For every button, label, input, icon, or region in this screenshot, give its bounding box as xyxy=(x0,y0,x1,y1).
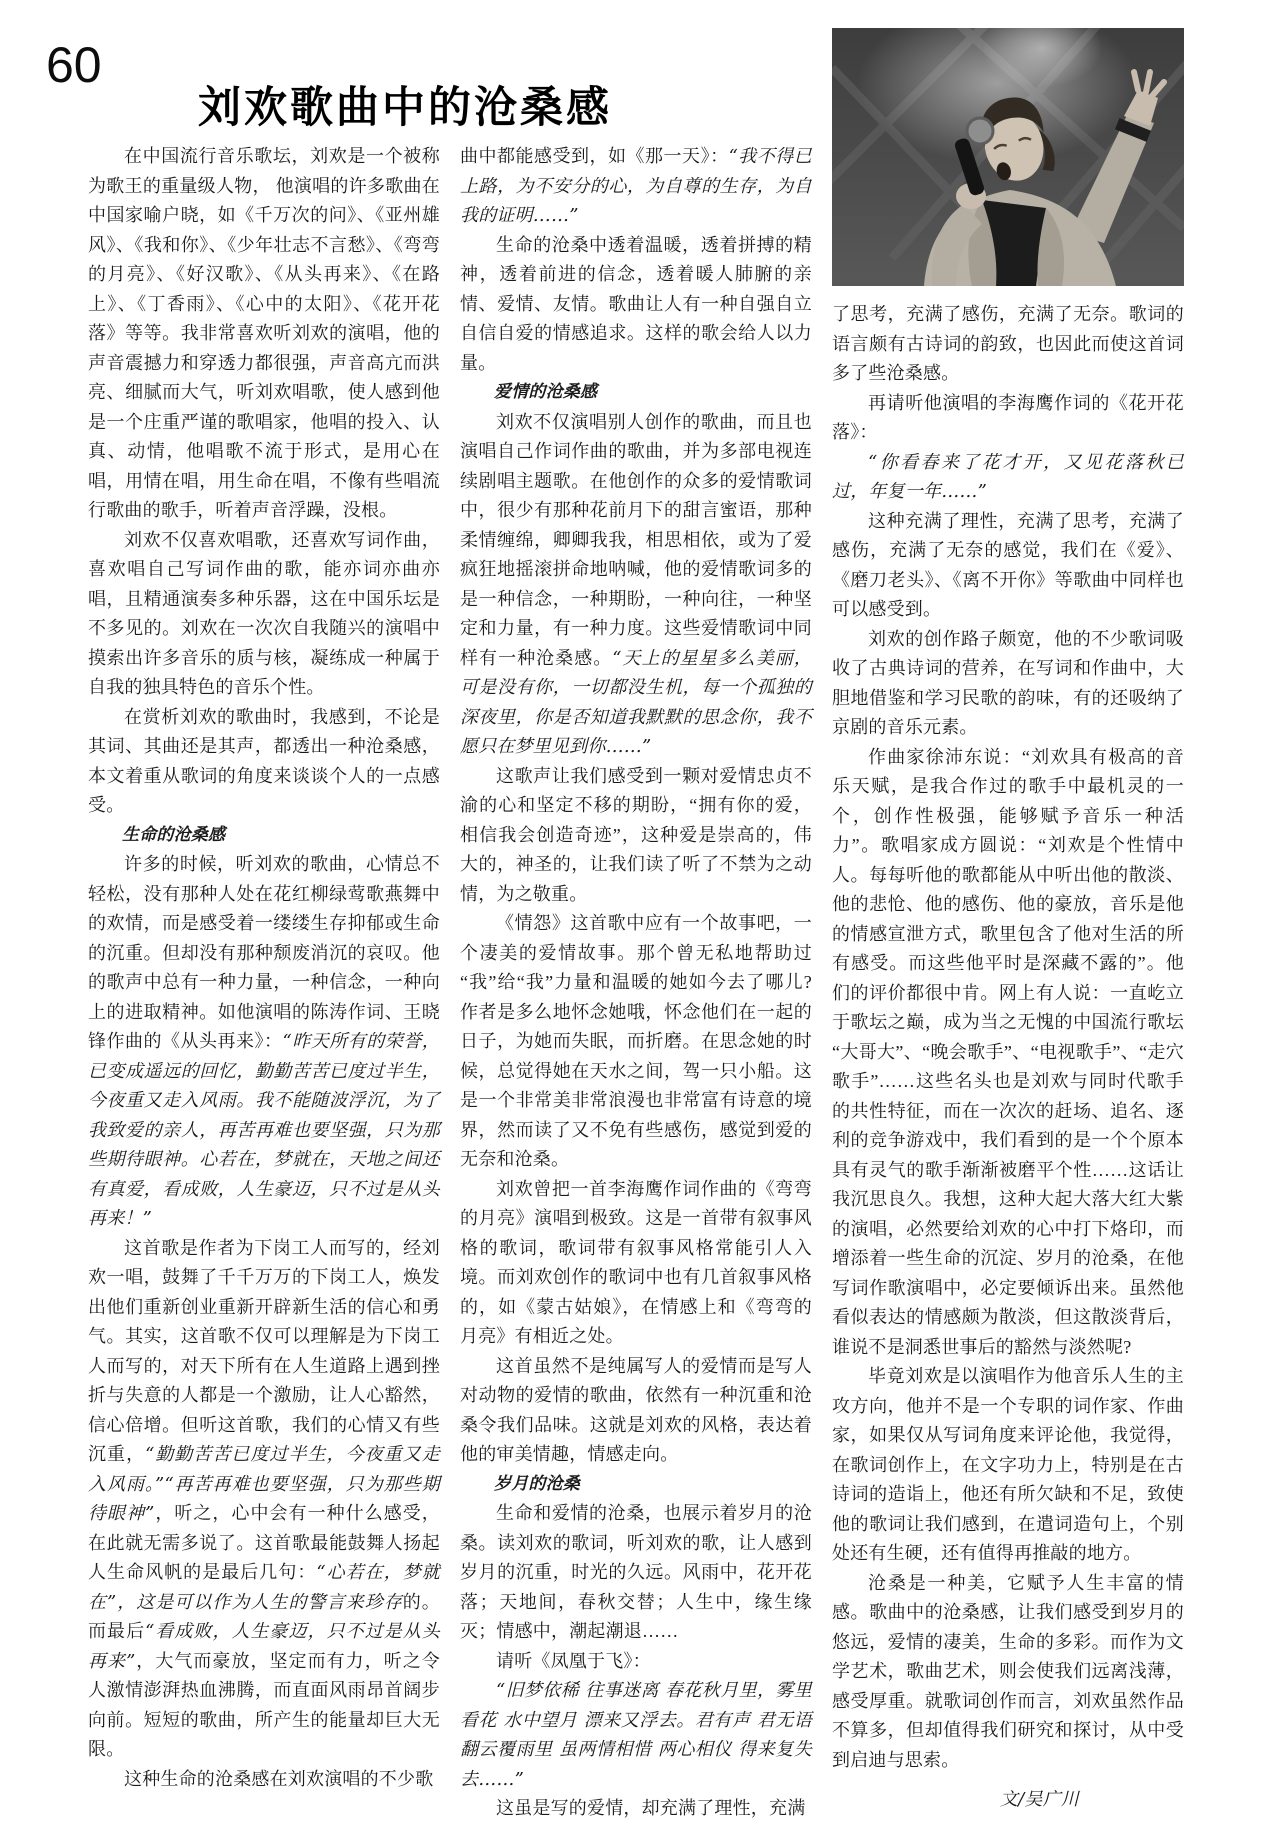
paragraph xyxy=(460,408,812,762)
lyric-quote: “天上的星星多么美丽，可是没有你，一切都没生机，每一个孤独的深夜里，你是否知道我默默的思念你，我不愿只在梦里见到你……” xyxy=(460,647,812,757)
text-segment: 刘欢不仅演唱别人创作的歌曲，而且也演唱自己作词作曲的歌曲，并为多部电视连续剧唱主题歌。在他创作的众多的爱情歌词中，很少有那种花前月下的甜言蜜语，那种柔情缠绵，卿卿我我，相思相依，或为了爱疯狂地摇滚拼命地呐喊，他的爱情歌词多的是一种信念，一种期盼，一种向往，一种坚定和力量，有一种力度。这些爱情歌词中同样有一种沧桑感。 xyxy=(460,411,812,668)
paragraph: 作曲家徐沛东说：“刘欢具有极高的音乐天赋，是我合作过的歌手中最机灵的一个，创作性极强，能够赋予音乐一种活力”。歌唱家成方圆说：“刘欢是个性情中人。每每听他的歌都能从中听出他的散淡、他的悲怆、他的感伤、他的豪放，音乐是他的情感宣泄方式，歌里包含了他对生活的所有感受。而这些他平时是深藏不露的”。他们的评价都很中肯。网上有人说：一直屹立于歌坛之巅，成为当之无愧的中国流行歌坛“大哥大”、“晚会歌手”、“电视歌手”、“走穴歌手”……这些名头也是刘欢与同时代歌手的共性特征，而在一次次的赶场、追名、逐利的竞争游戏中，我们看到的是一个个原本具有灵气的歌手渐渐被磨平个性……这话让我沉思良久。我想，这种大起大落大红大紫的演唱，必然要给刘欢的心中打下烙印，而增添着一些生命的沉淀、岁月的沧桑，在他写词作歌演唱中，必定要倾诉出来。虽然他看似表达的情感颇为散淡，但这散淡背后，谁说不是洞悉世事后的豁然与淡然呢? xyxy=(832,746,1184,1357)
section-heading-years: 岁月的沧桑 xyxy=(494,1473,580,1494)
lyric-quote-paragraph: “你看春来了花才开，又见花落秋已过，年复一年……” xyxy=(832,451,1184,502)
paragraph: 这首虽然不是纯属写人的爱情而是写人对动物的爱情的歌曲，依然有一种沉重和沧桑令我们品味。这就是刘欢的风格，表达着他的审美情趣，情感走向。 xyxy=(460,1355,812,1464)
paragraph: 了思考，充满了感伤，充满了无奈。歌词的语言颇有古诗词的韵致，也因此而使这首词多了些沧桑感。 xyxy=(832,304,1184,383)
lyric-quote: “看成败，人生豪迈，只不过是从头再来” xyxy=(88,1621,440,1672)
text-segment: 这首歌是作者为下岗工人而写的，经刘欢一唱，鼓舞了千千万万的下岗工人，焕发出他们重新创业重新开辟新生活的信心和勇气。其实，这首歌不仅可以理解是为下岗工人而写的，对天下所有在人生道路上遇到挫折与失意的人都是一个激励，让人心豁然，信心倍增。但听这首歌，我们的心情又有些沉重， xyxy=(88,1237,440,1464)
paragraph: 沧桑是一种美，它赋予人生丰富的情感。歌曲中的沧桑感，让我们感受到岁月的悠远，爱情的凄美，生命的多彩。而作为文学艺术，歌曲艺术，则会使我们远离浅薄，感受厚重。就歌词创作而言，刘欢虽然作品不算多，但却值得我们研究和探讨，从中受到启迪与思索。 xyxy=(832,1572,1184,1770)
column-middle xyxy=(460,142,812,1824)
column-right xyxy=(832,28,1184,1815)
paragraph: 再请听他演唱的李海鹰作词的《花开花落》： xyxy=(832,392,1184,442)
text-segment: ，大气而豪放，坚定而有力，听之令人激情澎湃热血沸腾，而直面风雨昂首阔步向前。短短的歌曲，所产生的能量却巨大无限。 xyxy=(88,1650,440,1759)
paragraph: 在中国流行音乐歌坛，刘欢是一个被称为歌王的重量级人物， 他演唱的许多歌曲在中国家喻户晓，如《千万次的问》、《亚州雄风》、《我和你》、《少年壮志不言愁》、《弯弯的月亮》、《好汉歌》、《从头再来》、《在路上》、《丁香雨》、《心中的太阳》、《花开花落》等等。我非常喜欢听刘欢的演唱，他的声音震撼力和穿透力都很强，声音高亢而洪亮、细腻而大气，听刘欢唱歌，使人感到他是一个庄重严谨的歌唱家，他唱的投入、认真、动情，他唱歌不流于形式，是用心在唱，用情在唱，用生命在唱，不像有些唱流行歌曲的歌手，听着声音浮躁，没根。 xyxy=(88,146,440,520)
paragraph: 在赏析刘欢的歌曲时，我感到，不论是其词、其曲还是其声，都透出一种沧桑感，本文着重从歌词的角度来谈谈个人的一点感受。 xyxy=(88,706,440,815)
singer-photo xyxy=(832,28,1184,286)
lyric-quote: “勤勤苦苦已度过半生，今夜重又走入风雨。”“再苦再难也要坚强，只为那些期待眼神” xyxy=(88,1444,440,1524)
page-number: 60 xyxy=(46,37,102,93)
lyric-quote: “昨天所有的荣誉，已变成遥远的回忆，勤勤苦苦已度过半生，今夜重又走入风雨。我不能随波浮沉，为了我致爱的亲人，再苦再难也要坚强，只为那些期待眼神。心若在，梦就在，天地之间还有真爱，看成败，人生豪迈，只不过是从头再来！” xyxy=(88,1031,440,1229)
paragraph xyxy=(88,850,440,1234)
paragraph: 请听《凤凰于飞》： xyxy=(496,1650,651,1671)
author-credit: 文/吴广川 xyxy=(999,1789,1079,1810)
paragraph: 刘欢曾把一首李海鹰作词作曲的《弯弯的月亮》演唱到极致。这是一首带有叙事风格的歌词，歌词带有叙事风格常能引人入境。而刘欢创作的歌词中也有几首叙事风格的，如《蒙古姑娘》，在情感上和《弯弯的月亮》有相近之处。 xyxy=(460,1178,812,1346)
section-heading-life: 生命的沧桑感 xyxy=(122,824,226,845)
paragraph: 刘欢不仅喜欢唱歌，还喜欢写词作曲，喜欢唱自己写词作曲的歌，能亦词亦曲亦唱，且精通演奏多种乐器，这在中国乐坛是不多见的。刘欢在一次次自我随兴的演唱中摸索出许多音乐的质与核，凝练成一种属于自我的独具特色的音乐个性。 xyxy=(88,529,440,697)
column-left xyxy=(88,142,440,1794)
paragraph: 毕竟刘欢是以演唱作为他音乐人生的主攻方向，他并不是一个专职的词作家、作曲家，如果仅从写词角度来评论他，我觉得，在歌词创作上，在文字功力上，特别是在古诗词的造诣上，他还有所欠缺和不足，致使他的歌词让我们感到，在遣词造句上，个别处还有生硬，还有值得再推敲的地方。 xyxy=(832,1366,1184,1563)
section-heading-love: 爱情的沧桑感 xyxy=(494,382,598,402)
lyric-quote: “心若在，梦就在”，这是可以作为人生的警言来珍存 xyxy=(88,1562,440,1613)
singer-photo-illustration xyxy=(832,28,1184,286)
paragraph: 《情怨》这首歌中应有一个故事吧，一个凄美的爱情故事。那个曾无私地帮助过“我”给“我”力量和温暖的她如今去了哪儿? 作者是多么地怀念她哦，怀念他们在一起的日子，为她而失眠，而折磨。在思念她的时候，总觉得她在天水之间，驾一只小船。这是一个非常美非常浪漫也非常富有诗意的境界，然而读了又不免有些感伤，感觉到爱的无奈和沧桑。 xyxy=(460,913,812,1169)
text-segment: 的。而最后 xyxy=(88,1591,440,1641)
text-segment: ，听之，心中会有一种什么感受，在此就无需多说了。这首歌最能鼓舞人扬起人生命风帆的是最后几句： xyxy=(88,1503,440,1582)
paragraph: 刘欢的创作路子颇宽，他的不少歌词吸收了古典诗词的营养，在写词和作曲中，大胆地借鉴和学习民歌的韵味，有的还吸纳了京剧的音乐元素。 xyxy=(832,628,1184,737)
article-title: 刘欢歌曲中的沧桑感 xyxy=(198,84,612,132)
text-segment: 曲中都能感受到，如《那一天》： xyxy=(460,146,729,166)
paragraph: 这种充满了理性，充满了思考，充满了感伤，充满了无奈的感觉，我们在《爱》、《磨刀老头》、《离不开你》等歌曲中同样也可以感受到。 xyxy=(832,510,1184,619)
paragraph xyxy=(460,142,812,231)
paragraph: 这种生命的沧桑感在刘欢演唱的不少歌 xyxy=(124,1768,434,1789)
paragraph xyxy=(88,1234,440,1765)
paragraph: 这歌声让我们感受到一颗对爱情忠贞不渝的心和坚定不移的期盼，“拥有你的爱，相信我会创造奇迹”，这种爱是崇高的，伟大的，神圣的，让我们读了听了不禁为之动情，为之敬重。 xyxy=(460,765,812,904)
paragraph: 这虽是写的爱情，却充满了理性，充满 xyxy=(496,1798,806,1818)
paragraph: 生命和爱情的沧桑，也展示着岁月的沧桑。读刘欢的歌词，听刘欢的歌，让人感到岁月的沉重，时光的久远。风雨中，花开花落；天地间，春秋交替；人生中，缘生缘灭；情感中，潮起潮退…… xyxy=(460,1503,812,1641)
lyric-quote: “我不得已上路，为不安分的心，为自尊的生存，为自我的证明……” xyxy=(460,146,813,226)
paragraph: 生命的沧桑中透着温暖，透着拼搏的精神，透着前进的信念，透着暖人肺腑的亲情、爱情、友情。歌曲让人有一种自强自立自信自爱的情感追求。这样的歌会给人以力量。 xyxy=(460,234,812,373)
text-segment: 许多的时候，听刘欢的歌曲，心情总不轻松，没有那种人处在花红柳绿莺歌燕舞中的欢情，而是感受着一缕缕生存抑郁或生命的沉重。但却没有那种颓废消沉的哀叹。他的歌声中总有一种力量，一种信念，一种向上的进取精神。如他演唱的陈涛作词、王晓锋作曲的《从头再来》： xyxy=(88,854,440,1051)
lyric-quote-paragraph: “旧梦依稀 往事迷离 春花秋月里，雾里看花 水中望月 漂来又浮去。君有声 君无语 翻云覆雨里 虽两情相惜 两心相仪 得来复失去……” xyxy=(460,1680,812,1790)
